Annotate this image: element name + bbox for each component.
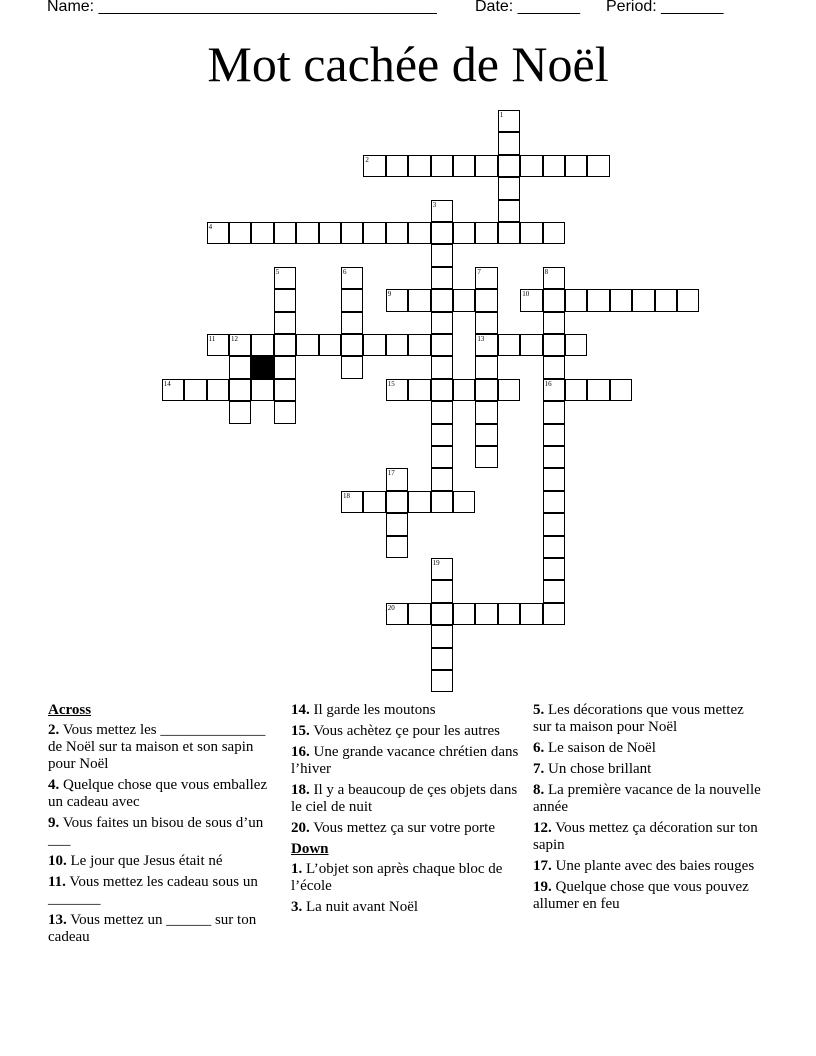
grid-cell[interactable] — [543, 334, 565, 356]
across-heading: Across — [48, 702, 92, 718]
grid-cell[interactable] — [386, 536, 408, 558]
grid-cell[interactable] — [610, 289, 632, 311]
clue-item — [291, 702, 523, 719]
grid-cell[interactable] — [431, 401, 453, 423]
grid-cell[interactable] — [453, 222, 475, 244]
clue-item — [533, 740, 765, 757]
grid-cell[interactable] — [251, 222, 273, 244]
grid-cell[interactable] — [543, 222, 565, 244]
grid-cell[interactable] — [431, 379, 453, 401]
clue-number: 18. — [291, 782, 310, 798]
clue-text: L’objet son après chaque bloc de l’école — [291, 861, 503, 894]
grid-cell[interactable] — [453, 289, 475, 311]
grid-cell[interactable] — [498, 155, 520, 177]
clue-item — [48, 777, 280, 811]
clue-text: Vous faites un bisou de sous d’un ___ — [48, 815, 264, 848]
clue-number: 11. — [48, 874, 66, 890]
grid-cell[interactable] — [274, 356, 296, 378]
clue-text: Le jour que Jesus était né — [66, 853, 223, 869]
clue-item — [533, 761, 765, 778]
grid-cell[interactable] — [341, 289, 363, 311]
clue-item — [48, 853, 280, 870]
grid-cell[interactable] — [543, 491, 565, 513]
clue-number: 10. — [48, 853, 67, 869]
grid-cell[interactable] — [319, 222, 341, 244]
grid-cell[interactable] — [677, 289, 699, 311]
grid-cell[interactable] — [565, 289, 587, 311]
grid-cell[interactable] — [453, 155, 475, 177]
grid-cell[interactable] — [274, 401, 296, 423]
grid-cell[interactable] — [251, 379, 273, 401]
cell-number: 20 — [387, 603, 395, 612]
name-field[interactable]: Name: ______________________________________ — [47, 0, 437, 15]
grid-cell[interactable] — [408, 491, 430, 513]
grid-cell[interactable] — [319, 334, 341, 356]
cell-number: 1 — [499, 111, 504, 119]
grid-cell[interactable] — [475, 379, 497, 401]
grid-cell[interactable] — [431, 648, 453, 670]
clue-item — [533, 702, 765, 736]
cell-number: 3 — [432, 200, 437, 209]
date-field[interactable]: Date: _______ — [475, 0, 580, 15]
grid-cell[interactable] — [655, 289, 677, 311]
cell-number: 14 — [163, 379, 171, 388]
grid-cell[interactable] — [363, 222, 385, 244]
grid-cell[interactable] — [498, 200, 520, 222]
cell-number: 5 — [275, 267, 280, 276]
grid-cell[interactable] — [431, 267, 453, 289]
clue-number: 4. — [48, 777, 60, 793]
grid-cell[interactable] — [543, 536, 565, 558]
clue-number: 3. — [291, 899, 303, 915]
grid-cell[interactable] — [475, 356, 497, 378]
grid-cell[interactable] — [543, 356, 565, 378]
grid-cell[interactable] — [363, 491, 385, 513]
clue-number: 19. — [533, 879, 552, 895]
grid-cell[interactable] — [296, 222, 318, 244]
grid-cell[interactable] — [475, 312, 497, 334]
cell-number: 17 — [387, 469, 395, 478]
clues-column-3 — [533, 702, 765, 917]
grid-cell[interactable] — [341, 334, 363, 356]
grid-cell[interactable] — [498, 177, 520, 199]
grid-cell[interactable] — [431, 468, 453, 490]
grid-black-cell — [251, 356, 273, 378]
grid-cell[interactable] — [475, 401, 497, 423]
clue-number: 15. — [291, 723, 310, 739]
clue-text: Vous mettez les ______________ de Noël sur ta maison et son sapin pour Noël — [48, 722, 266, 772]
clue-text: Vous mettez ça sur votre porte — [309, 820, 495, 836]
grid-cell[interactable] — [274, 334, 296, 356]
grid-cell[interactable] — [587, 289, 609, 311]
clue-number: 16. — [291, 744, 310, 760]
clue-item — [291, 782, 523, 816]
grid-cell[interactable] — [475, 603, 497, 625]
cell-number: 12 — [231, 335, 238, 343]
cell-number: 4 — [208, 223, 213, 231]
grid-cell[interactable] — [565, 155, 587, 177]
clue-text: La première vacance de la nouvelle année — [533, 782, 761, 815]
clue-text: Vous mettez un ______ sur ton cadeau — [48, 912, 257, 945]
grid-cell[interactable] — [431, 625, 453, 647]
clue-item — [48, 874, 280, 908]
clue-text: Vous mettez les cadeau sous un _______ — [48, 874, 258, 907]
clue-text: Les décorations que vous mettez sur ta maison pour Noël — [533, 702, 744, 735]
grid-cell[interactable] — [431, 222, 453, 244]
clues-column-1 — [48, 702, 280, 950]
grid-cell[interactable] — [498, 603, 520, 625]
grid-cell[interactable] — [587, 155, 609, 177]
clue-number: 17. — [533, 858, 552, 874]
grid-cell[interactable] — [431, 670, 453, 692]
grid-cell[interactable] — [543, 446, 565, 468]
grid-cell[interactable] — [274, 312, 296, 334]
clue-item — [291, 861, 523, 895]
clue-text: Une plante avec des baies rouges — [551, 858, 755, 874]
grid-cell[interactable] — [543, 289, 565, 311]
clue-text: Vous mettez ça décoration sur ton sapin — [533, 820, 758, 853]
clue-number: 6. — [533, 740, 545, 756]
grid-cell[interactable] — [453, 379, 475, 401]
grid-cell[interactable] — [431, 356, 453, 378]
grid-cell[interactable] — [543, 603, 565, 625]
clue-item — [48, 722, 280, 773]
clue-number: 7. — [533, 761, 545, 777]
clue-item — [291, 820, 523, 837]
grid-cell[interactable] — [475, 446, 497, 468]
grid-cell[interactable] — [341, 312, 363, 334]
grid-cell[interactable] — [543, 558, 565, 580]
cell-number: 10 — [522, 290, 530, 299]
clue-text: Un chose brillant — [544, 761, 652, 777]
grid-cell[interactable] — [408, 155, 430, 177]
grid-cell[interactable] — [274, 379, 296, 401]
grid-cell[interactable] — [431, 491, 453, 513]
clue-text: Quelque chose que vous emballez un cadeau avec — [48, 777, 268, 810]
cell-number: 15 — [387, 379, 395, 388]
cell-number: 19 — [432, 559, 440, 567]
grid-cell[interactable] — [431, 334, 453, 356]
clue-item — [291, 899, 523, 916]
grid-cell[interactable] — [453, 603, 475, 625]
clue-text: Quelque chose que vous pouvez allumer en feu — [533, 879, 749, 912]
clue-item — [291, 723, 523, 740]
clue-number: 14. — [291, 702, 310, 718]
grid-cell[interactable] — [543, 401, 565, 423]
clue-item — [533, 879, 765, 913]
cell-number: 11 — [208, 335, 216, 343]
clue-text: Le saison de Noël — [544, 740, 656, 756]
clue-item — [48, 912, 280, 946]
grid-cell[interactable] — [363, 334, 385, 356]
grid-cell[interactable] — [408, 334, 430, 356]
grid-cell[interactable] — [207, 379, 229, 401]
cell-number: 6 — [343, 267, 347, 276]
grid-cell[interactable] — [543, 580, 565, 602]
grid-cell[interactable] — [296, 334, 318, 356]
grid-cell[interactable] — [498, 334, 520, 356]
grid-cell[interactable] — [543, 312, 565, 334]
cell-number: 13 — [477, 335, 485, 343]
grid-cell[interactable] — [274, 289, 296, 311]
clue-text: Vous achètez çe pour les autres — [309, 723, 500, 739]
clue-text: Il y a beaucoup de çes objets dans le ciel de nuit — [291, 782, 518, 815]
down-heading: Down — [291, 841, 329, 857]
grid-cell[interactable] — [431, 580, 453, 602]
grid-cell[interactable] — [386, 155, 408, 177]
clue-number: 12. — [533, 820, 552, 836]
clue-number: 5. — [533, 702, 545, 718]
grid-cell[interactable] — [610, 379, 632, 401]
grid-cell[interactable] — [543, 424, 565, 446]
grid-cell[interactable] — [341, 222, 363, 244]
clue-item — [291, 744, 523, 778]
grid-cell[interactable] — [475, 155, 497, 177]
grid-cell[interactable] — [520, 603, 542, 625]
cell-number: 2 — [365, 155, 369, 164]
grid-cell[interactable] — [386, 513, 408, 535]
grid-cell[interactable] — [229, 356, 251, 378]
clue-text: La nuit avant Noël — [302, 899, 419, 915]
clue-text: Une grande vacance chrétien dans l’hiver — [291, 744, 519, 777]
grid-cell[interactable] — [520, 155, 542, 177]
period-field[interactable]: Period: _______ — [606, 0, 724, 15]
grid-cell[interactable] — [498, 132, 520, 154]
grid-cell[interactable] — [408, 379, 430, 401]
grid-cell[interactable] — [632, 289, 654, 311]
clue-item — [533, 782, 765, 816]
grid-cell[interactable] — [431, 424, 453, 446]
grid-cell[interactable] — [408, 289, 430, 311]
clue-item — [533, 858, 765, 875]
clue-text: Il garde les moutons — [309, 702, 436, 718]
page-title: Mot cachée de Noël — [207, 36, 609, 92]
cell-number: 8 — [544, 267, 549, 276]
grid-cell[interactable] — [386, 222, 408, 244]
grid-cell[interactable] — [475, 289, 497, 311]
clue-number: 13. — [48, 912, 67, 928]
grid-cell[interactable] — [431, 603, 453, 625]
grid-cell[interactable] — [386, 491, 408, 513]
clues-column-2 — [291, 702, 523, 920]
grid-cell[interactable] — [565, 379, 587, 401]
grid-cell[interactable] — [184, 379, 206, 401]
clue-item — [533, 820, 765, 854]
grid-cell[interactable] — [543, 468, 565, 490]
grid-cell[interactable] — [229, 222, 251, 244]
grid-cell[interactable] — [431, 244, 453, 266]
clue-number: 9. — [48, 815, 60, 831]
grid-cell[interactable] — [386, 334, 408, 356]
grid-cell[interactable] — [341, 356, 363, 378]
cell-number: 9 — [387, 290, 392, 299]
grid-cell[interactable] — [431, 155, 453, 177]
grid-cell[interactable] — [431, 446, 453, 468]
grid-cell[interactable] — [274, 222, 296, 244]
grid-cell[interactable] — [565, 334, 587, 356]
grid-cell[interactable] — [475, 222, 497, 244]
grid-cell[interactable] — [251, 334, 273, 356]
grid-cell[interactable] — [408, 603, 430, 625]
clue-number: 2. — [48, 722, 60, 738]
cell-number: 7 — [477, 267, 481, 276]
grid-cell[interactable] — [431, 312, 453, 334]
grid-cell[interactable] — [453, 491, 475, 513]
grid-cell[interactable] — [520, 334, 542, 356]
grid-cell[interactable] — [520, 222, 542, 244]
cell-number: 18 — [343, 491, 350, 500]
grid-cell[interactable] — [229, 379, 251, 401]
clue-number: 8. — [533, 782, 545, 798]
clue-item — [48, 815, 280, 849]
grid-cell[interactable] — [431, 289, 453, 311]
grid-cell[interactable] — [543, 155, 565, 177]
grid-cell[interactable] — [498, 379, 520, 401]
grid-cell[interactable] — [408, 222, 430, 244]
cell-number: 16 — [544, 379, 552, 388]
grid-cell[interactable] — [587, 379, 609, 401]
grid-cell[interactable] — [543, 513, 565, 535]
clue-number: 1. — [291, 861, 303, 877]
grid-cell[interactable] — [229, 401, 251, 423]
grid-cell[interactable] — [475, 424, 497, 446]
grid-cell[interactable] — [498, 222, 520, 244]
clue-number: 20. — [291, 820, 310, 836]
